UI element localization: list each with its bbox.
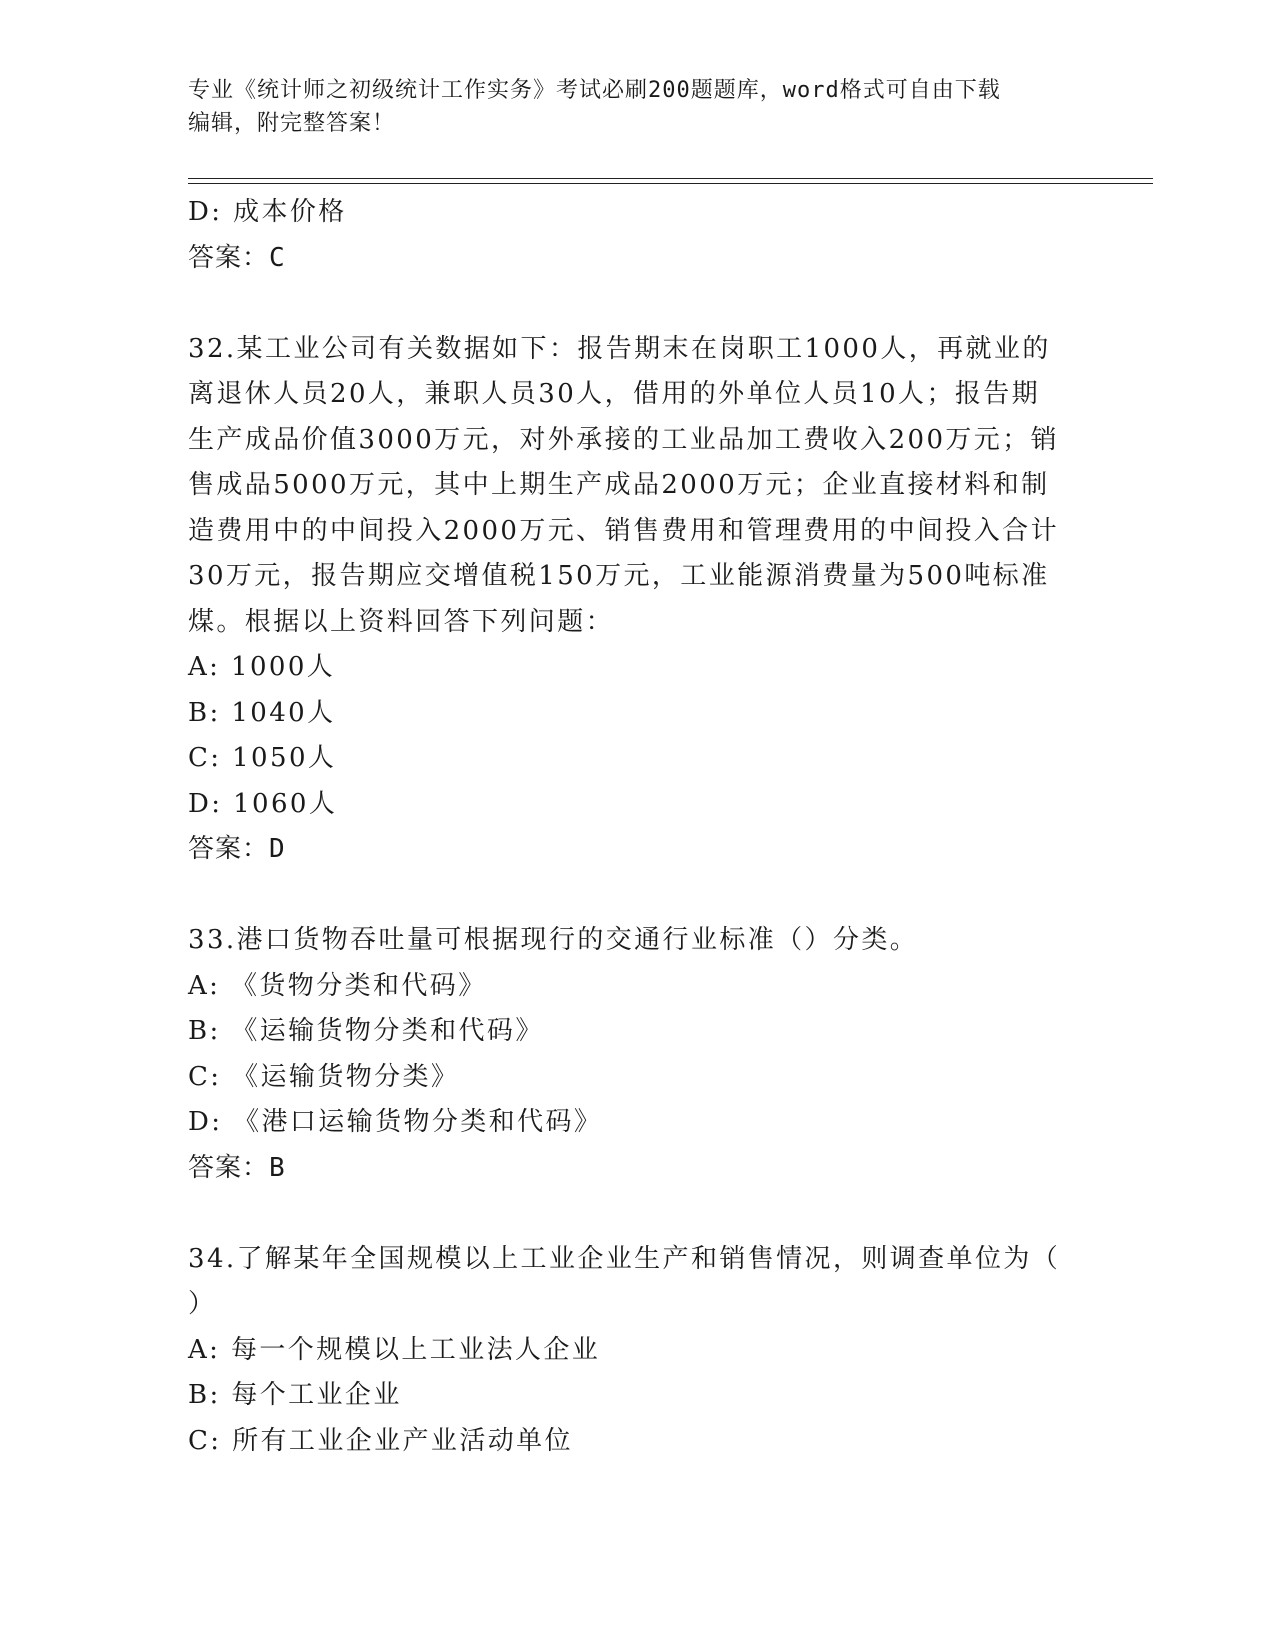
question-34-line: ） bbox=[188, 1289, 217, 1319]
header-divider-bottom bbox=[188, 183, 1153, 184]
question-32-option-c: C: 1050人 bbox=[188, 743, 337, 773]
question-32-line: 售成品5000万元，其中上期生产成品2000万元；企业直接材料和制 bbox=[188, 470, 1050, 500]
question-32 bbox=[188, 327, 1088, 646]
question-32-line: 30万元，报告期应交增值税150万元，工业能源消费量为500吨标准 bbox=[188, 561, 1050, 591]
question-32-option-a: A: 1000人 bbox=[188, 652, 336, 682]
header-divider-top bbox=[188, 178, 1153, 179]
spacer bbox=[188, 873, 1088, 919]
document-header bbox=[188, 74, 1068, 140]
spacer bbox=[188, 1191, 1088, 1237]
question-32-line: 生产成品价值3000万元，对外承接的工业品加工费收入200万元；销 bbox=[188, 424, 1059, 455]
question-32-option-d: D: 1060人 bbox=[188, 788, 338, 819]
question-33-option-d: D: 《港口运输货物分类和代码》 bbox=[188, 1107, 603, 1137]
question-34-option-c: C: 所有工业企业产业活动单位 bbox=[188, 1425, 573, 1456]
question-34-option-b: B: 每个工业企业 bbox=[188, 1380, 402, 1410]
document-body bbox=[188, 190, 1088, 1464]
header-line-2: 编辑，附完整答案！ bbox=[188, 111, 396, 136]
question-32-option-b: B: 1040人 bbox=[188, 697, 336, 728]
prev-answer: 答案：C bbox=[188, 242, 286, 273]
question-33-option-b: B: 《运输货物分类和代码》 bbox=[188, 1016, 544, 1046]
question-33-option-c: C: 《运输货物分类》 bbox=[188, 1061, 460, 1092]
question-32-line: 离退休人员20人，兼职人员30人，借用的外单位人员10人；报告期 bbox=[188, 379, 1041, 409]
spacer bbox=[188, 281, 1088, 327]
question-32-line: 造费用中的中间投入2000万元、销售费用和管理费用的中间投入合计 bbox=[188, 515, 1059, 546]
prev-option-d: D: 成本价格 bbox=[188, 197, 347, 227]
question-32-answer: 答案：D bbox=[188, 834, 286, 864]
question-33-option-a: A: 《货物分类和代码》 bbox=[188, 970, 487, 1001]
question-34-option-a: A: 每一个规模以上工业法人企业 bbox=[188, 1334, 601, 1365]
question-33-answer: 答案：B bbox=[188, 1152, 286, 1183]
question-33-stem: 33.港口货物吞吐量可根据现行的交通行业标准（）分类。 bbox=[188, 925, 919, 955]
question-32-line: 32.某工业公司有关数据如下：报告期末在岗职工1000人，再就业的 bbox=[188, 333, 1051, 364]
question-32-line: 煤。根据以上资料回答下列问题： bbox=[188, 606, 615, 637]
question-34-line: 34.了解某年全国规模以上工业企业生产和销售情况，则调查单位为（ bbox=[188, 1243, 1061, 1274]
question-34 bbox=[188, 1237, 1088, 1328]
header-line-1: 专业《统计师之初级统计工作实务》考试必刷200题题库，word格式可自由下载 bbox=[188, 78, 1001, 103]
